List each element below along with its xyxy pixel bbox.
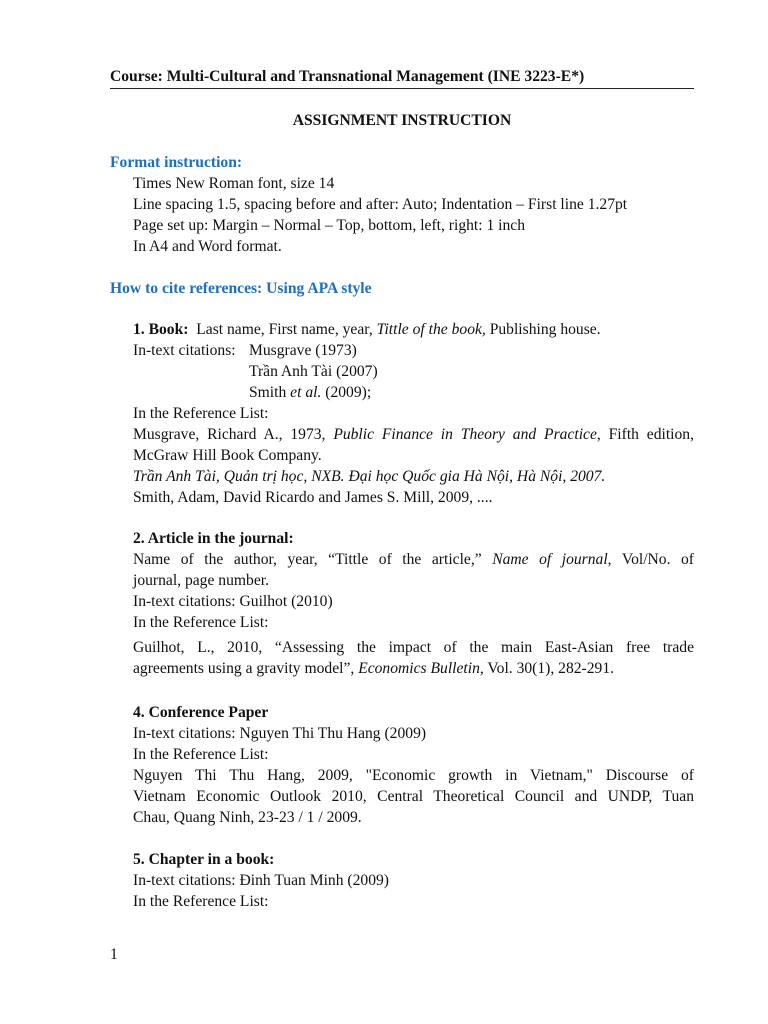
chapter-label: 5. Chapter in a book: xyxy=(133,851,275,868)
book-label: 1. Book: xyxy=(133,321,189,338)
book-intext-citation: Trần Anh Tài (2007) xyxy=(249,363,378,380)
conference-label: 4. Conference Paper xyxy=(133,704,269,721)
book-description xyxy=(133,320,694,341)
article-label: 2. Article in the journal: xyxy=(133,530,294,547)
book-ref-label: In the Reference List: xyxy=(133,405,269,422)
book-reference: Musgrave, Richard A., 1973, Public Finance in Theory and Practice, Fifth edition, xyxy=(133,426,695,443)
format-line: Times New Roman font, size 14 xyxy=(133,175,335,192)
book-reference: Smith, Adam, David Ricardo and James S. Mill, 2009, .... xyxy=(133,489,493,506)
article-description: journal, page number. xyxy=(133,572,269,589)
article-ref-label: In the Reference List: xyxy=(133,614,269,631)
book-desc-text: Last name, First name, year, xyxy=(196,321,377,338)
article-reference: agreements using a gravity model”, Economics Bulletin, Vol. 30(1), 282-291. xyxy=(133,660,615,677)
conference-reference: Chau, Quang Ninh, 23-23 / 1 / 2009. xyxy=(133,809,362,826)
article-reference: Guilhot, L., 2010, “Assessing the impact of the main East-Asian free trade xyxy=(133,639,694,656)
assignment-title: ASSIGNMENT INSTRUCTION xyxy=(292,112,512,129)
book-intext-citation: Smith et al. (2009); xyxy=(249,384,372,401)
conference-reference: Nguyen Thi Thu Hang, 2009, "Economic growth in Vietnam," Discourse of xyxy=(133,767,694,784)
format-line: Page set up: Margin – Normal – Top, bottom, left, right: 1 inch xyxy=(133,217,526,234)
book-reference: McGraw Hill Book Company. xyxy=(133,447,322,464)
conference-reference: Vietnam Economic Outlook 2010, Central Theoretical Council and UNDP, Tuan xyxy=(133,788,694,805)
format-heading: Format instruction: xyxy=(110,154,243,171)
format-line: Line spacing 1.5, spacing before and after: Auto; Indentation – First line 1.27pt xyxy=(133,196,628,213)
chapter-intext: In-text citations: Đinh Tuan Minh (2009) xyxy=(133,872,389,889)
format-line: In A4 and Word format. xyxy=(133,238,282,255)
cite-heading: How to cite references: Using APA style xyxy=(110,280,372,297)
book-desc-italic: Tittle of the book, xyxy=(376,321,486,338)
book-intext-label: In-text citations: xyxy=(133,342,236,359)
book-reference: Trần Anh Tài, Quản trị học, NXB. Đại học Quốc gia Hà Nội, Hà Nội, 2007. xyxy=(133,468,606,485)
course-header: Course: Multi-Cultural and Transnational Management (INE 3223-E*) xyxy=(110,67,694,89)
page-number: 1 xyxy=(110,946,118,963)
article-intext: In-text citations: Guilhot (2010) xyxy=(133,593,333,610)
conference-ref-label: In the Reference List: xyxy=(133,746,269,763)
chapter-ref-label: In the Reference List: xyxy=(133,893,269,910)
book-desc-text: Publishing house. xyxy=(485,321,601,338)
book-intext-citation: Musgrave (1973) xyxy=(249,342,357,359)
conference-intext: In-text citations: Nguyen Thi Thu Hang (2009) xyxy=(133,725,427,742)
article-description: Name of the author, year, “Tittle of the article,” Name of journal, Vol/No. of xyxy=(133,551,694,568)
